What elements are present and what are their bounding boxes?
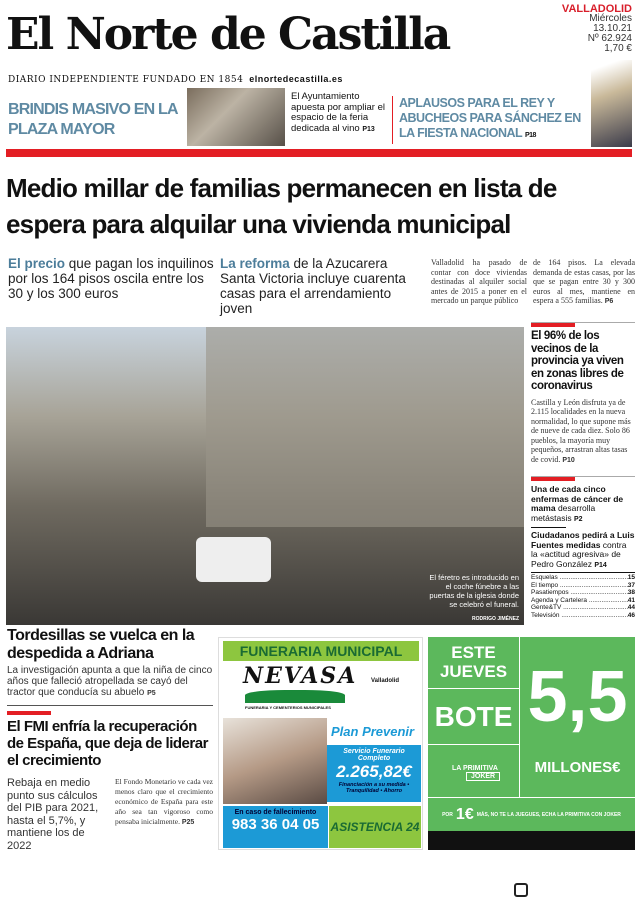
page-ref: P10: [562, 456, 575, 464]
deck-text: que pagan los inquilinos por los 164 pisos oscila entre los 30 y los 300 euros: [8, 256, 214, 301]
lottery-joker: JOKER: [466, 772, 500, 781]
tordesillas-headline[interactable]: Tordesillas se vuelca en la despedida a Adriana: [7, 627, 195, 662]
promo-text: El Ayuntamiento apuesta por ampliar el espacio de la feria dedicada al vino: [291, 91, 385, 134]
lottery-footer: [428, 831, 635, 850]
index-item[interactable]: El tiempo ..... 37: [531, 582, 635, 590]
masthead-title: El Norte de Castilla: [6, 9, 450, 60]
ad-funeraria[interactable]: [218, 637, 423, 850]
sidebar: [531, 322, 635, 465]
promo-photo-wine: [187, 88, 285, 146]
page-ref: P25: [181, 819, 195, 826]
ad-lottery[interactable]: [428, 637, 635, 850]
ad-brand: NEVASA: [243, 663, 358, 689]
main-photo-funeral: [6, 327, 524, 625]
promo-photo-king: [591, 60, 632, 147]
fmi-deck: Rebaja en medio punto sus cálculos del PIB para 2021, hasta el 5,7%, y mantiene los de 2022: [7, 777, 99, 852]
red-marker: [7, 711, 51, 715]
photo-caption: El féretro es introducido en el coche fúnebre a las puertas de la iglesia donde se celebró el funeral.: [429, 573, 519, 609]
edition-day: Miércoles: [589, 13, 632, 24]
index-item[interactable]: Gente&TV ..... 44: [531, 604, 635, 612]
brief-bold: Ciudadanos pedirá a Luis Fuentes medidas: [531, 530, 635, 550]
body-text: El Fondo Monetario ve cada vez menos claro que el crecimiento económico de España para este año sea tan vigoroso como pensaba inicialmente.: [115, 777, 213, 826]
lottery-game-name: LA PRIMITIVA: [452, 765, 498, 772]
promo-text-brindis: [291, 92, 387, 135]
index-item[interactable]: Agenda y Cartelera ..... 41: [531, 597, 635, 605]
lottery-promo: [428, 797, 635, 831]
tordesillas-story: [7, 627, 213, 699]
ad-title: FUNERARIA MUNICIPAL: [223, 641, 419, 661]
photo-credit: RODRIGO JIMÉNEZ: [472, 616, 519, 622]
promo-headline-text: APLAUSOS PARA EL REY Y ABUCHEOS PARA SÁNCHEZ EN LA FIESTA NACIONAL: [399, 96, 581, 140]
lead-headline[interactable]: Medio millar de familias permanecen en lista de espera para alquilar una vivienda municipal: [6, 173, 557, 239]
promo-pre: POR: [442, 811, 453, 818]
lottery-when: [428, 637, 520, 689]
lottery-amount: 5,5: [527, 657, 628, 737]
page-ref: P6: [604, 298, 614, 305]
red-marker: [531, 323, 575, 327]
fmi-story: [7, 711, 213, 852]
promo-headline-rey[interactable]: [399, 96, 588, 143]
brief-cancer[interactable]: [531, 485, 635, 524]
ad-perks: Financiación a su medida • Tranquilidad • Ahorro: [338, 782, 410, 794]
ad-emergency: En caso de fallecimiento: [234, 809, 317, 816]
lottery-bote: BOTE: [428, 689, 520, 745]
ad-photo-women: [223, 718, 327, 804]
tordesillas-deck: [7, 665, 213, 699]
tagline: [8, 74, 343, 85]
brief-bold: Una de cada cinco enfermas de cáncer de mama: [531, 484, 624, 513]
kiosko-icon[interactable]: [514, 883, 528, 897]
promo-amount: 1€: [455, 805, 474, 823]
brand-logo-hills: [245, 690, 345, 703]
ad-phone-box: [223, 806, 328, 848]
index-list: [531, 572, 635, 620]
fmi-headline[interactable]: El FMI enfría la recuperación de España, que deja de liderar el crecimiento: [7, 718, 208, 769]
page-ref: P13: [362, 125, 375, 133]
body-text: Castilla y León disfruta ya de 2.115 localidades en la nueva normalidad, lo que supone más de nueve de cada diez. Solo 86 pueblos, la mayoría muy pequeños, arrastran altas tasas de covid.: [531, 397, 631, 464]
deck-text: La investigación apunta a que la niña de cinco años que falleció atropellada se cayó del tractor que conducía su abuelo: [7, 665, 213, 698]
page-ref: P18: [524, 132, 536, 139]
lead-deck-2: [220, 256, 425, 316]
index-item[interactable]: Pasatiempos ..... 38: [531, 589, 635, 597]
red-marker: [531, 477, 575, 481]
lottery-line2: JUEVES: [439, 662, 508, 681]
lead-body-2: [533, 258, 635, 307]
sidebar-briefs: [531, 476, 635, 620]
brief-text: contra la «actitud agresiva» de Pedro González: [531, 539, 627, 569]
page-ref: P2: [574, 515, 583, 523]
lottery-unit: MILLONES€: [534, 759, 621, 776]
covid-headline[interactable]: El 96% de los vecinos de la provincia ya viven en zonas libres de coronavirus: [531, 330, 624, 392]
divider: [392, 96, 393, 144]
lead-body-1: Valladolid ha pasado de contar con doce viviendas destinadas al alquiler social antes de 2015 a poner en el mercado un parque público: [431, 258, 527, 305]
divider: [531, 527, 566, 528]
promo-headline-brindis[interactable]: BRINDIS MASIVO EN LA PLAZA MAYOR: [8, 101, 178, 138]
edition-city: VALLADOLID: [561, 3, 632, 15]
lead-deck-1: [8, 256, 214, 301]
edition-date: 13.10.21: [593, 23, 632, 34]
ad-price-box: [327, 745, 421, 802]
fmi-body: [115, 777, 213, 852]
red-rule: [6, 149, 632, 157]
fmi-columns: [7, 777, 213, 852]
ad-assist: ASISTENCIA 24: [329, 806, 421, 848]
page-ref: P14: [594, 561, 607, 569]
lottery-line1: ESTE: [451, 643, 496, 662]
page-ref: P5: [147, 690, 156, 697]
tagline-text: DIARIO INDEPENDIENTE FUNDADO EN 1854: [8, 75, 244, 85]
website-link[interactable]: elnortedecastilla.es: [249, 74, 343, 84]
covid-body: [531, 398, 635, 466]
brief-text: desarrolla metástasis: [531, 503, 596, 523]
index-item[interactable]: Televisión ..... 46: [531, 612, 635, 620]
photo-wall: [206, 327, 524, 527]
divider: [7, 705, 213, 706]
ad-service: Servicio Funerario Completo: [343, 748, 405, 762]
index-item[interactable]: Esquelas ..... 15: [531, 574, 635, 582]
lottery-game: [428, 745, 520, 797]
deck-text: de la Azucarera Santa Victoria incluye cuarenta casas para el arrendamiento joven: [220, 256, 406, 316]
ad-price: 2.265,82€: [336, 762, 412, 781]
deck-lead: La reforma: [220, 256, 290, 271]
brief-ciudadanos[interactable]: [531, 531, 635, 570]
promo-text: MÁS, NO TE LA JUEGUES, ECHA LA PRIMITIVA CON JOKER: [476, 811, 621, 818]
body-text: de 164 pisos. La elevada demanda de estas casas, por las que se pagan entre 30 y 300 euros al mes, mantiene en espera a 555 familias.: [533, 258, 635, 305]
edition-price: 1,70 €: [604, 43, 632, 54]
ad-phone: 983 36 04 05: [231, 816, 320, 833]
edition-issue: Nº 62.924: [587, 33, 632, 44]
ad-plan: Plan Prevenir: [331, 724, 415, 739]
ad-sub: FUNERARIA Y CEMENTERIOS MUNICIPALES: [245, 705, 331, 710]
photo-coffin: [196, 537, 271, 582]
edition-info: [562, 4, 632, 54]
ad-city: Valladolid: [371, 678, 400, 684]
deck-lead: El precio: [8, 256, 66, 271]
